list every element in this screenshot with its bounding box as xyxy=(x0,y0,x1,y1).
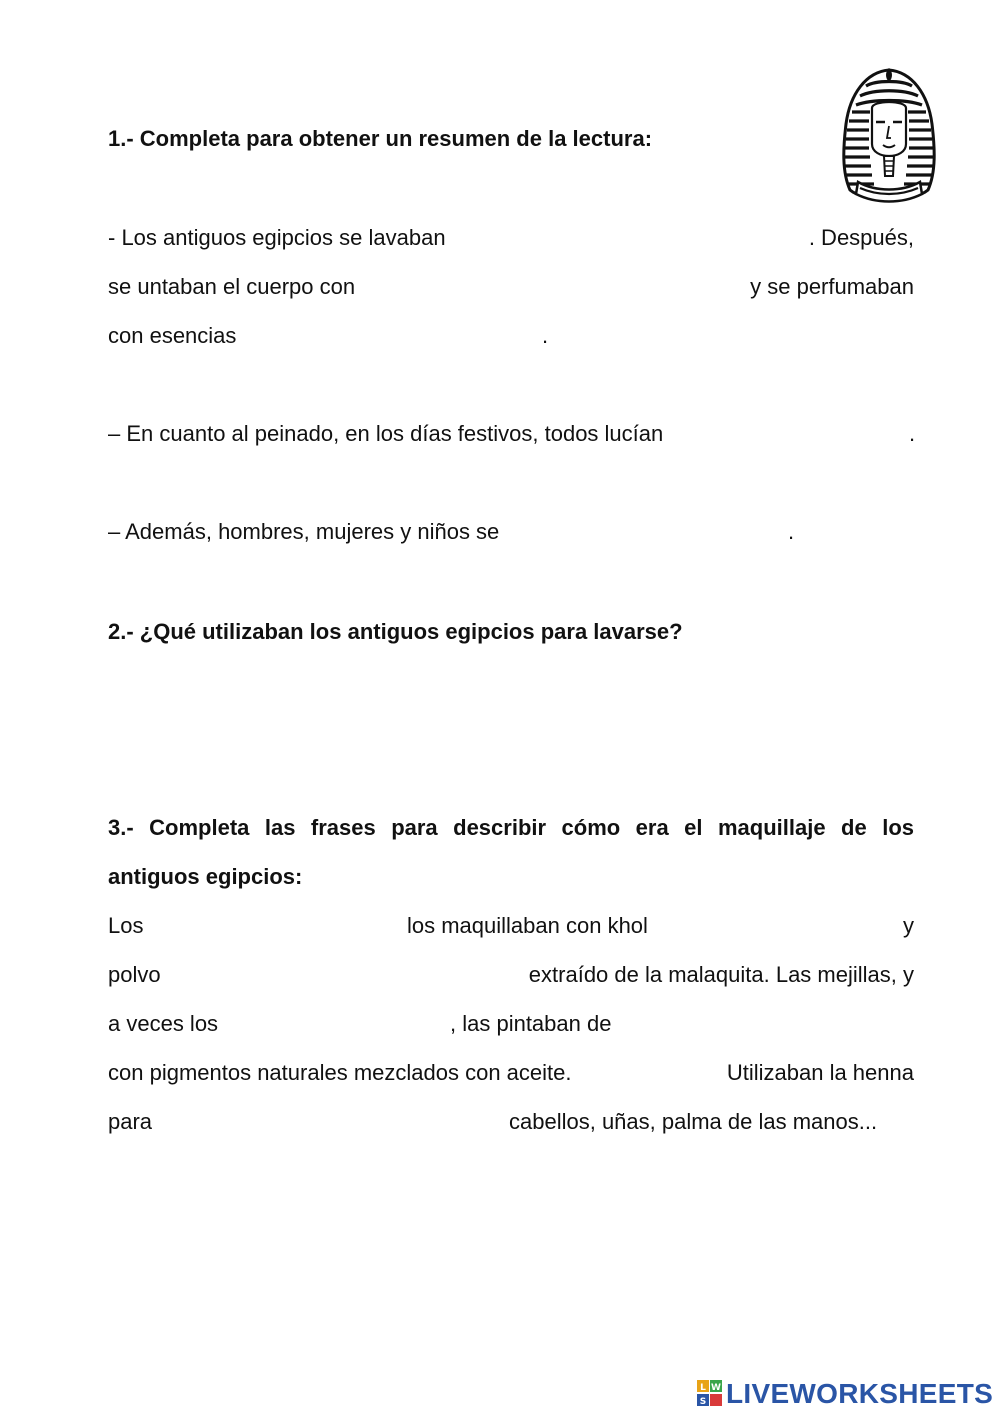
pharaoh-mask-icon xyxy=(836,64,942,206)
q1-blank-1-input[interactable] xyxy=(480,221,804,257)
q1-sentence-3-start: con esencias xyxy=(108,323,237,348)
question-3-title-line-2: antiguos egipcios: xyxy=(108,864,303,889)
q1-sentence-5-end: . xyxy=(788,519,795,544)
q3-blank-1-input[interactable] xyxy=(150,909,404,945)
q3-row-1-start: Los xyxy=(108,913,144,938)
q1-sentence-3-end: . xyxy=(542,323,549,348)
q3-row-5-start: para xyxy=(108,1109,153,1134)
q1-blank-4-input[interactable] xyxy=(718,417,910,453)
q2-answer-input[interactable] xyxy=(108,666,918,780)
q1-sentence-1-end: . Después, xyxy=(808,225,914,250)
q3-row-3-start: a veces los xyxy=(108,1011,219,1036)
q3-row-1-end: y xyxy=(903,913,914,938)
q3-row-1-middle: los maquillaban con khol xyxy=(407,913,648,938)
question-1-title: 1.- Completa para obtener un resumen de la lectura: xyxy=(108,126,653,151)
logo-letter-l: L xyxy=(700,1383,706,1393)
question-2-title: 2.- ¿Qué utilizaban los antiguos egipcios para lavarse? xyxy=(108,619,683,644)
q1-blank-5-input[interactable] xyxy=(545,515,789,551)
logo-letter-w: W xyxy=(711,1383,721,1393)
q1-blank-2-input[interactable] xyxy=(390,270,729,306)
q3-blank-2-input[interactable] xyxy=(682,909,900,945)
q1-sentence-2-end: y se perfumaban xyxy=(750,274,914,299)
q1-sentence-4-end: . xyxy=(909,421,916,446)
q3-row-3-middle: , las pintaban de xyxy=(450,1011,612,1036)
question-3-title-line-1: 3.- Completa las frases para describir cómo era el maquillaje de los xyxy=(108,815,914,840)
q1-sentence-2-start: se untaban el cuerpo con xyxy=(108,274,356,299)
brand-name: LIVEWORKSHEETS xyxy=(726,1378,994,1409)
q3-blank-5-input[interactable] xyxy=(634,1007,908,1043)
q1-sentence-1-start: - Los antiguos egipcios se lavaban xyxy=(108,225,446,250)
liveworksheets-logo-icon xyxy=(697,1379,723,1409)
q3-row-5-end: cabellos, uñas, palma de las manos... xyxy=(509,1109,878,1134)
q3-row-4-end: Utilizaban la henna xyxy=(726,1060,914,1085)
q1-sentence-4-start: – En cuanto al peinado, en los días festivos, todos lucían xyxy=(108,421,664,446)
q1-blank-3-input[interactable] xyxy=(250,319,544,355)
q3-blank-3-input[interactable] xyxy=(172,958,486,994)
q3-blank-6-input[interactable] xyxy=(162,1105,506,1141)
logo-letter-s: S xyxy=(699,1397,707,1407)
liveworksheets-branding xyxy=(697,1376,993,1412)
q1-sentence-5-start: – Además, hombres, mujeres y niños se xyxy=(108,519,500,544)
q3-blank-4-input[interactable] xyxy=(230,1007,452,1043)
q3-row-2-end: extraído de la malaquita. Las mejillas, y xyxy=(528,962,914,987)
q3-row-4-start: con pigmentos naturales mezclados con aceite. xyxy=(108,1060,572,1085)
q3-row-2-start: polvo xyxy=(108,962,161,987)
